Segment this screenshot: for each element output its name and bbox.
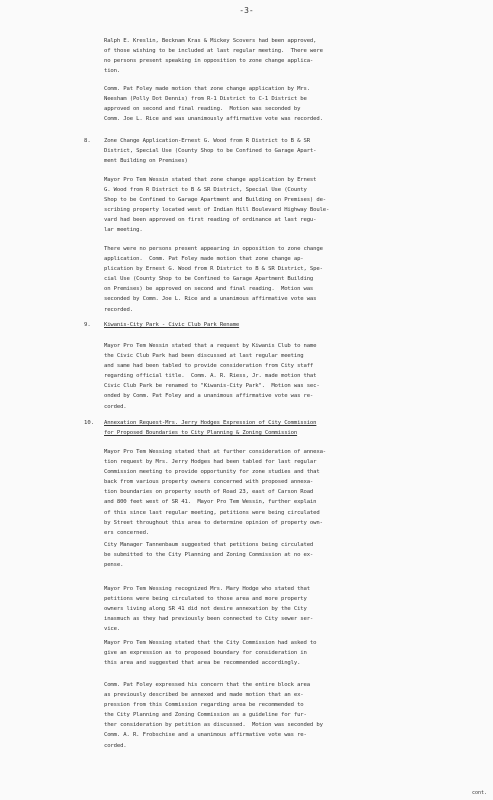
paragraph-wood-motion: There were no persons present appearing in opposition to zone change application. Comm. Pat Foley made motion that zone change ap- plication by Ernest G. Wood from R District to B & SR District, Spe- cial Use (County Shop to be Confined to Garage Apartment Building on Premises) be approved on second and final reading. Motion was seconded by Comm. Joe L. Rice and a unanimous affirmative vote was recorded. — [104, 246, 323, 313]
paragraph-kiwanis-motion: Mayor Pro Tem Wessin stated that a request by Kiwanis Club to name the Civic Club Park had been discussed at last regular meeting and same had been tabled to provide consideration from City staff regarding official title. Comm. A. R. Riess, Jr. made motion that Civic Club Park be renamed to "Kiwanis-City Park". Motion was sec- onded by Comm. Pat Foley and a unanimous affirmative vote was re- corded. — [104, 343, 320, 410]
paragraph-wood-first-reading: Mayor Pro Tem Wessin stated that zone change application by Ernest G. Wood from R District to B & SR District, Special Use (County Shop to be Confined to Garage Apartment and Building on Premises) de- scribing property located west of Indian Hill Boulevard Highway Boule- vard had been approved on first reading of ordinance at last regu- lar meeting. — [104, 177, 330, 234]
paragraph-prior-approval: Ralph E. Kreslin, Becknam Kras & Mickey Scovers had been approved, of those wishing to be included at last regular meeting. There were no persons present speaking in opposition to zone change applica- tion. — [104, 38, 323, 75]
item-number-9: 9. — [84, 322, 91, 328]
page-number: -3- — [239, 6, 254, 15]
paragraph-hodge-statement: Mayor Pro Tem Wessing recognized Mrs. Mary Hodge who stated that petitions were being circulated to those area and more property owners living along SR 41 did not desire annexation by the City inasmuch as they had previously been connected to City sewer ser- vice. — [104, 586, 314, 633]
paragraph-motion-neesham: Comm. Pat Foley made motion that zone change application by Mrs. Neesham (Polly Dot Dennis) from R-1 District to C-1 District be approved on second and final reading. Motion was seconded by Comm. Joe L. Rice and was unanimously affirmative vote was recorded. — [104, 86, 323, 123]
item-heading-10: Annexation Request-Mrs. Jerry Hodges Expression of City Commission for Proposed Boundaries to City Planning & Zoning Commission — [104, 420, 317, 437]
paragraph-city-manager: City Manager Tannenbaum suggested that petitions being circulated be submitted to the City Planning and Zoning Commission at no ex- pense. — [104, 542, 314, 569]
item-heading-8: Zone Change Application-Ernest G. Wood from R District to B & SR District, Special Use (County Shop to be Confined to Garage Apart- ment Building on Premises) — [104, 138, 317, 165]
item-heading-9: Kiwanis-City Park - Civic Club Park Rename — [104, 322, 240, 328]
item-number-8: 8. — [84, 138, 91, 144]
item-number-10: 10. — [84, 420, 95, 426]
continued-marker: cont. — [471, 790, 487, 796]
paragraph-annexation-tabled: Mayor Pro Tem Wessing stated that at further consideration of annexa- tion request by Mrs. Jerry Hodges had been tabled for last regular Commission meeting to provide opportunity for zone studies and that back from various property owners concerned with proposed annexa- tion boundaries on property south of Road 23, east of Carson Road and 800 feet west of SR 41. Mayor Pro Tem Wessin, further explain of this since last regular meeting, petitions were being circulated by Street throughout this area to determine opinion of property own- ers concerned. — [104, 449, 327, 536]
paragraph-boundary-expression: Mayor Pro Tem Wessing stated that the City Commission had asked to give an expression as to proposed boundary for consideration in this area and suggested that area be recommended accordingly. — [104, 640, 317, 667]
paragraph-foley-motion: Comm. Pat Foley expressed his concern that the entire block area as previously described be annexed and made motion that an ex- pression from this Commission regarding area be recommended to the City Planning and Zoning Commission as a guideline for fur- ther consideration by petition as discussed. Motion was seconded by Comm. A. R. Frobschise and a unanimous affirmative vote was re- corded. — [104, 682, 323, 749]
